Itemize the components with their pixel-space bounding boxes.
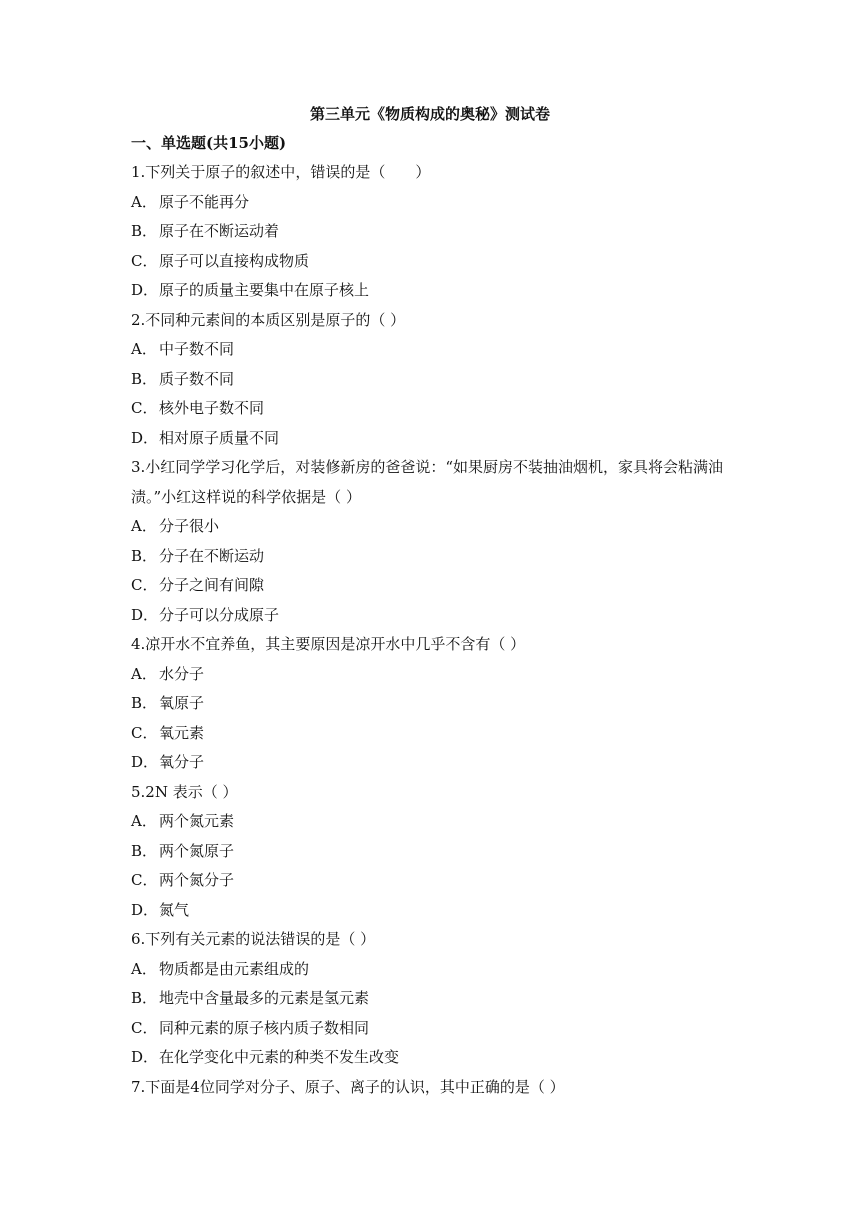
question-3-option-b (131, 545, 731, 567)
option-text: 氧分子 (159, 753, 205, 771)
question-5-option-b (131, 840, 731, 862)
option-text: 氧原子 (159, 694, 205, 712)
option-text: 地壳中含量最多的元素是氢元素 (159, 989, 370, 1007)
question-6-option-d (131, 1046, 731, 1068)
question-4-stem: 4.凉开水不宜养鱼，其主要原因是凉开水中几乎不含有（ ） (131, 635, 526, 653)
option-text: 水分子 (159, 665, 205, 683)
option-letter: D． (131, 753, 159, 771)
option-text: 原子不能再分 (159, 193, 250, 211)
option-letter: B． (131, 694, 158, 712)
option-text: 原子在不断运动着 (159, 222, 280, 240)
option-text: 两个氮元素 (159, 812, 235, 830)
option-letter: A． (131, 193, 157, 211)
page-title: 第三单元《物质构成的奥秘》测试卷 (309, 105, 550, 123)
question-3-stem-line-1: 3.小红同学学习化学后，对装修新房的爸爸说：“如果厨房不装抽油烟机，家具将会粘满油 (131, 458, 723, 476)
option-text: 两个氮分子 (159, 871, 235, 889)
option-text: 物质都是由元素组成的 (159, 960, 310, 978)
option-letter: D． (131, 901, 159, 919)
question-2-option-c (131, 397, 731, 419)
question-5-stem: 5.2N 表示（ ） (131, 783, 238, 801)
option-letter: C． (131, 399, 158, 417)
question-3-option-d (131, 604, 731, 626)
question-2-option-d (131, 427, 731, 449)
option-text: 氧元素 (159, 724, 205, 742)
option-letter: D． (131, 429, 159, 447)
question-2-option-b (131, 368, 731, 390)
question-6-option-a (131, 958, 731, 980)
question-5-option-c (131, 869, 731, 891)
question-4-option-d (131, 751, 731, 773)
option-letter: D． (131, 281, 159, 299)
option-letter: B． (131, 989, 158, 1007)
question-7-stem: 7.下面是4位同学对分子、原子、离子的认识，其中正确的是（ ） (131, 1078, 565, 1096)
option-letter: D． (131, 606, 159, 624)
option-text: 分子之间有间隙 (159, 576, 265, 594)
section-heading: 一、单选题(共15小题) (131, 134, 287, 152)
option-letter: C． (131, 252, 158, 270)
option-letter: D． (131, 1048, 159, 1066)
option-text: 核外电子数不同 (159, 399, 265, 417)
option-letter: A． (131, 812, 157, 830)
question-1-option-b (131, 220, 731, 242)
question-6-option-c (131, 1017, 731, 1039)
question-4-option-a (131, 663, 731, 685)
question-3-option-a (131, 515, 731, 537)
option-letter: C． (131, 576, 158, 594)
option-text: 原子可以直接构成物质 (159, 252, 310, 270)
option-letter: C． (131, 724, 158, 742)
option-letter: B． (131, 222, 158, 240)
option-letter: A． (131, 517, 157, 535)
question-4-option-c (131, 722, 731, 744)
option-text: 相对原子质量不同 (159, 429, 280, 447)
option-letter: B． (131, 370, 158, 388)
option-text: 两个氮原子 (159, 842, 235, 860)
option-text: 质子数不同 (159, 370, 235, 388)
question-1-option-a (131, 191, 731, 213)
option-letter: A． (131, 340, 157, 358)
option-letter: A． (131, 960, 157, 978)
option-text: 中子数不同 (159, 340, 235, 358)
question-3-stem-line-2: 渍。”小红这样说的科学依据是（ ） (131, 488, 361, 506)
option-letter: B． (131, 842, 158, 860)
question-5-option-a (131, 810, 731, 832)
question-6-option-b (131, 987, 731, 1009)
question-1-stem: 1.下列关于原子的叙述中，错误的是（ ） (131, 163, 431, 181)
option-text: 同种元素的原子核内质子数相同 (159, 1019, 370, 1037)
option-text: 分子可以分成原子 (159, 606, 280, 624)
question-2-option-a (131, 338, 731, 360)
option-text: 原子的质量主要集中在原子核上 (159, 281, 370, 299)
question-1-option-d (131, 279, 731, 301)
question-1-option-c (131, 250, 731, 272)
question-4-option-b (131, 692, 731, 714)
question-2-stem: 2.不同种元素间的本质区别是原子的（ ） (131, 311, 406, 329)
question-5-option-d (131, 899, 731, 921)
question-6-stem: 6.下列有关元素的说法错误的是（ ） (131, 930, 376, 948)
option-text: 氮气 (159, 901, 190, 919)
option-letter: B． (131, 547, 158, 565)
option-text: 在化学变化中元素的种类不发生改变 (159, 1048, 400, 1066)
question-3-option-c (131, 574, 731, 596)
option-text: 分子在不断运动 (159, 547, 265, 565)
option-letter: C． (131, 1019, 158, 1037)
option-letter: C． (131, 871, 158, 889)
option-text: 分子很小 (159, 517, 220, 535)
option-letter: A． (131, 665, 157, 683)
